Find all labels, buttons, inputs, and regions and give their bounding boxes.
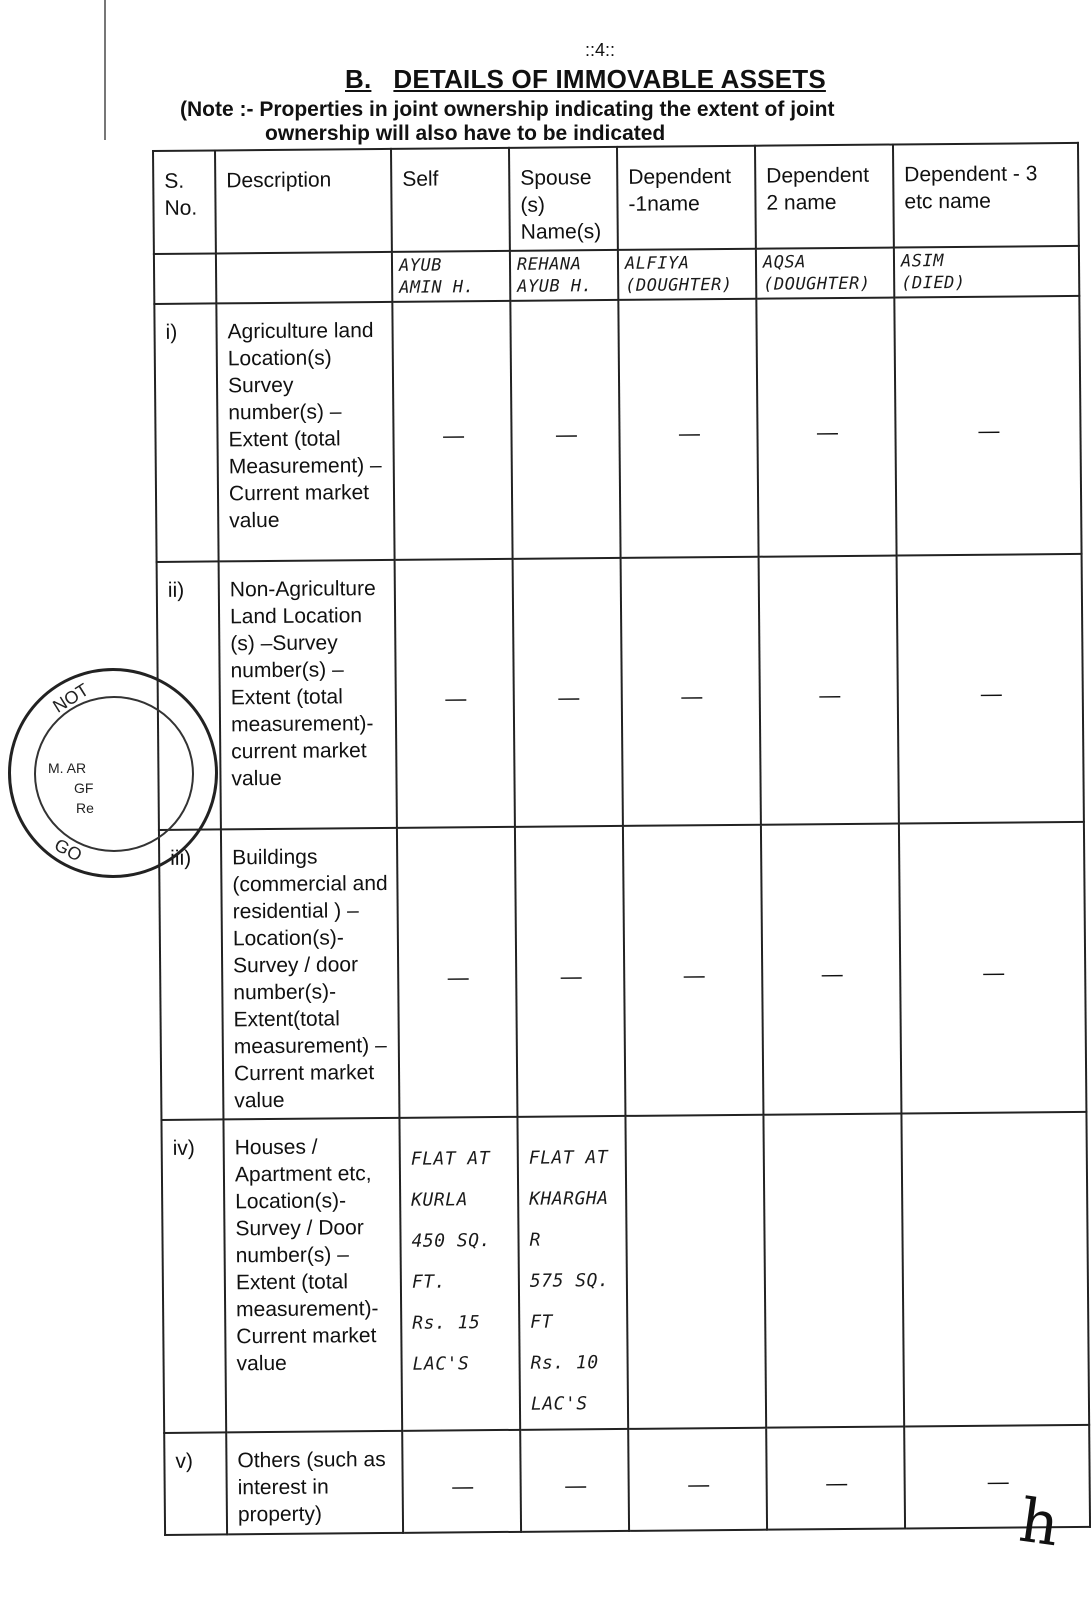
handwritten-initials: h [1015, 1485, 1064, 1561]
self-house-line-2: KURLA [411, 1189, 468, 1211]
spouse-house-line-2: KHARGHAR [529, 1188, 609, 1251]
row-dependent-2-value [763, 1113, 904, 1427]
row-dependent-1-value: — [628, 1428, 767, 1531]
spouse-house-line-3: 575 SQ. FT [529, 1270, 610, 1333]
row-sno: iii) [159, 829, 224, 1120]
name-spouse-cell [510, 250, 618, 301]
row-sno: v) [164, 1432, 227, 1535]
row-dependent-1-value: — [621, 557, 761, 826]
header-row [153, 143, 1079, 254]
name-dependent-2-cell [756, 248, 894, 299]
row-dependent-2-value: — [759, 556, 899, 825]
row-self-value: — [402, 1430, 521, 1533]
section-heading [345, 64, 826, 95]
header-sno: S. No. [153, 150, 216, 254]
spouse-house-line-4: Rs. 10 LAC'S [530, 1352, 599, 1415]
row-dependent-1-value [625, 1115, 766, 1429]
header-dependent-3: Dependent - 3 etc name [893, 143, 1079, 248]
row-dependent-1-value: — [623, 825, 764, 1116]
row-dependent-3-value: — [904, 1425, 1090, 1529]
names-sno-cell [154, 253, 216, 304]
row-sno: iv) [161, 1119, 226, 1433]
header-spouse: Spouse (s) Name(s) [509, 147, 618, 251]
table-row [154, 296, 1081, 562]
row-self-value: — [397, 827, 518, 1118]
row-dependent-2-value: — [766, 1426, 905, 1529]
name-dependent-2-line-1: AQSA [762, 252, 807, 273]
stamp-text-line-3: Re [76, 800, 94, 816]
names-row [154, 246, 1079, 304]
stamp-text-top: NOT [49, 679, 93, 717]
row-spouse-value: — [513, 558, 623, 827]
table-row [159, 822, 1086, 1120]
name-dependent-1-cell [618, 249, 756, 300]
note-line-2: ownership will also have to be indicated [265, 122, 666, 145]
note-line-1: (Note :- Properties in joint ownership indicating the extent of joint [180, 98, 835, 121]
name-dependent-1-line-2: (DOUGHTER) [625, 274, 733, 296]
row-sno: i) [154, 303, 218, 562]
table-row [164, 1425, 1090, 1535]
immovable-assets-table [152, 142, 1091, 1536]
header-self: Self [391, 148, 510, 252]
row-self-value: — [392, 301, 512, 560]
self-house-line-1: FLAT AT [410, 1148, 491, 1170]
names-description-cell [216, 252, 392, 304]
page-number: ::4:: [584, 40, 615, 60]
row-dependent-2-value: — [756, 298, 896, 557]
row-self-value [399, 1117, 520, 1431]
name-dependent-1-line-1: ALFIYA [624, 253, 690, 274]
header-description: Description [215, 149, 392, 254]
section-letter: B. [345, 64, 372, 94]
row-description: Non-Agriculture Land Location (s) –Survey number(s) – Extent (total measurement)-current market value [219, 560, 397, 830]
name-self-cell [392, 251, 510, 302]
name-dependent-2-line-2: (DOUGHTER) [763, 273, 871, 295]
row-spouse-value: — [520, 1429, 629, 1532]
row-self-value: — [395, 559, 515, 828]
row-description: Others (such as interest in property) [226, 1431, 403, 1535]
row-dependent-3-value: — [897, 554, 1084, 824]
row-dependent-3-value [901, 1112, 1089, 1427]
table-row [161, 1112, 1089, 1433]
row-dependent-2-value: — [761, 824, 902, 1115]
name-dependent-3-line-2: (DIED) [901, 272, 966, 294]
section-title: DETAILS OF IMMOVABLE ASSETS [393, 64, 826, 94]
header-dependent-2: Dependent 2 name [755, 145, 894, 249]
row-dependent-1-value: — [618, 299, 758, 558]
name-self-line-1: AYUB [398, 255, 443, 276]
stamp-text-bottom: GO [51, 834, 86, 866]
name-spouse-line-2: AYUB H. [517, 276, 593, 297]
name-dependent-3-cell [894, 246, 1079, 298]
header-dependent-1: Dependent -1name [617, 146, 756, 250]
self-house-line-4: Rs. 15 LAC'S [412, 1312, 481, 1375]
row-dependent-3-value: — [894, 296, 1081, 556]
stamp-text-line-2: GF [74, 780, 94, 796]
row-spouse-value: — [510, 300, 620, 559]
stamp-text-line-1: M. AR [48, 760, 87, 776]
spouse-house-line-1: FLAT AT [528, 1147, 609, 1169]
table-row [157, 554, 1084, 830]
row-description: Houses / Apartment etc, Location(s)-Survey / Door number(s) – Extent (total measurement)-Current market value [223, 1118, 402, 1433]
scan-edge-line [104, 0, 106, 140]
row-dependent-3-value: — [899, 822, 1087, 1114]
name-self-line-2: AMIN H. [399, 277, 475, 298]
self-house-line-3: 450 SQ. FT. [411, 1230, 491, 1293]
row-sno: ii) [157, 561, 221, 830]
row-description: Buildings (commercial and residential ) –Location(s)-Survey / door number(s)-Extent(total measurement) –Current market value [221, 828, 400, 1120]
name-spouse-line-1: REHANA [516, 254, 582, 275]
row-spouse-value [517, 1116, 628, 1430]
name-dependent-3-line-1: ASIM [900, 251, 945, 272]
row-spouse-value: — [515, 826, 626, 1117]
row-description: Agriculture land Location(s) Survey number(s) – Extent (total Measurement) – Current market value [216, 302, 394, 562]
